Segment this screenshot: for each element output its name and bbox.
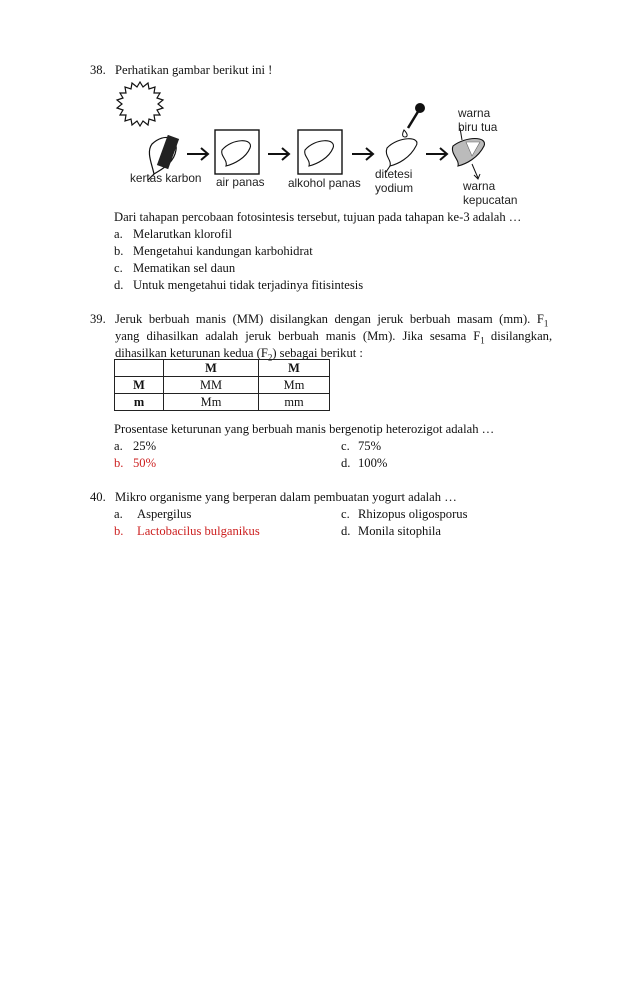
subscript: 1 — [480, 335, 485, 346]
table-cell: M — [115, 377, 164, 394]
correct-answer-text: Lactobacilus bulganikus — [137, 524, 260, 538]
table-header-cell — [115, 360, 164, 377]
line-text: Jeruk berbuah manis (MM) disilangkan dengan jeruk berbuah masam (mm). F — [115, 312, 544, 326]
beaker-hot-alcohol — [298, 130, 342, 174]
correct-answer-text: 50% — [133, 456, 157, 470]
option-letter: b. — [114, 244, 124, 258]
option-letter: a. — [114, 507, 123, 521]
question-stem: Prosentase keturunan yang berbuah manis bergenotip heterozigot adalah … — [114, 422, 495, 436]
line-text: dihasilkan keturunan kedua (F — [115, 346, 268, 360]
label-air-panas: air panas — [216, 175, 265, 189]
question-stem: Dari tahapan percobaan fotosintesis tersebut, tujuan pada tahapan ke-3 adalah … — [114, 210, 522, 224]
option-letter: c. — [114, 261, 123, 275]
leaf-result — [452, 128, 484, 179]
table-row — [115, 377, 330, 394]
table-cell: Mm — [259, 377, 330, 394]
table-header-cell: M — [164, 360, 259, 377]
table-row — [115, 394, 330, 411]
table-cell: mm — [259, 394, 330, 411]
beaker-hot-water — [215, 130, 259, 174]
question-number: 39. — [90, 312, 106, 326]
option-text: 75% — [358, 439, 382, 453]
option-text: Mengetahui kandungan karbohidrat — [133, 244, 313, 258]
label-warna-biru: warna — [458, 106, 491, 120]
label-kertas-karbon: kertas karbon — [130, 171, 202, 185]
option-letter: a. — [114, 439, 123, 453]
arrow-icon — [426, 148, 447, 160]
option-letter: b. — [114, 456, 124, 470]
label-kepucatan: kepucatan — [463, 193, 518, 207]
option-text: 25% — [133, 439, 157, 453]
table-cell: m — [115, 394, 164, 411]
question-number: 40. — [90, 490, 106, 504]
subscript: 2 — [267, 352, 273, 363]
option-text: Mematikan sel daun — [133, 261, 236, 275]
option-letter: d. — [341, 524, 351, 538]
label-ditetesi: ditetesi — [375, 167, 413, 181]
question-number: 38. — [90, 63, 106, 77]
option-letter: c. — [341, 507, 350, 521]
table-header-row — [115, 360, 330, 377]
arrow-icon — [187, 148, 208, 160]
line-text: disilangkan, — [484, 329, 553, 343]
subscript: 1 — [543, 318, 549, 329]
option-letter: b. — [114, 524, 124, 538]
label-yodium: yodium — [375, 181, 414, 195]
arrow-icon — [268, 148, 289, 160]
option-letter: d. — [114, 278, 124, 292]
sun-icon — [117, 82, 163, 126]
table-cell: MM — [164, 377, 259, 394]
label-alkohol-panas: alkohol panas — [288, 176, 361, 190]
question-stem: Mikro organisme yang berperan dalam pembuatan yogurt adalah … — [115, 490, 457, 504]
question-prompt: Perhatikan gambar berikut ini ! — [115, 63, 273, 77]
punnett-square-table — [114, 359, 330, 411]
option-letter: c. — [341, 439, 350, 453]
label-warna-pucat: warna — [463, 179, 496, 193]
option-text: Melarutkan klorofil — [133, 227, 232, 241]
question-line-1 — [115, 312, 549, 329]
option-letter: d. — [341, 456, 351, 470]
line-text: ) sebagai berikut : — [272, 346, 363, 360]
option-text: Untuk mengetahui tidak terjadinya fitisintesis — [133, 278, 364, 292]
label-biru-tua: biru tua — [458, 120, 498, 134]
option-text: 100% — [358, 456, 388, 470]
table-cell: Mm — [164, 394, 259, 411]
line-text: yang dihasilkan adalah jeruk berbuah manis (Mm). Jika sesama F — [115, 329, 481, 343]
iodine-dropper — [386, 103, 425, 172]
option-letter: a. — [114, 227, 123, 241]
option-text: Aspergilus — [137, 507, 192, 521]
option-text: Rhizopus oligosporus — [358, 507, 468, 521]
table-header-cell: M — [259, 360, 330, 377]
arrow-icon — [352, 148, 373, 160]
option-text: Monila sitophila — [358, 524, 441, 538]
question-line-2 — [115, 329, 552, 346]
